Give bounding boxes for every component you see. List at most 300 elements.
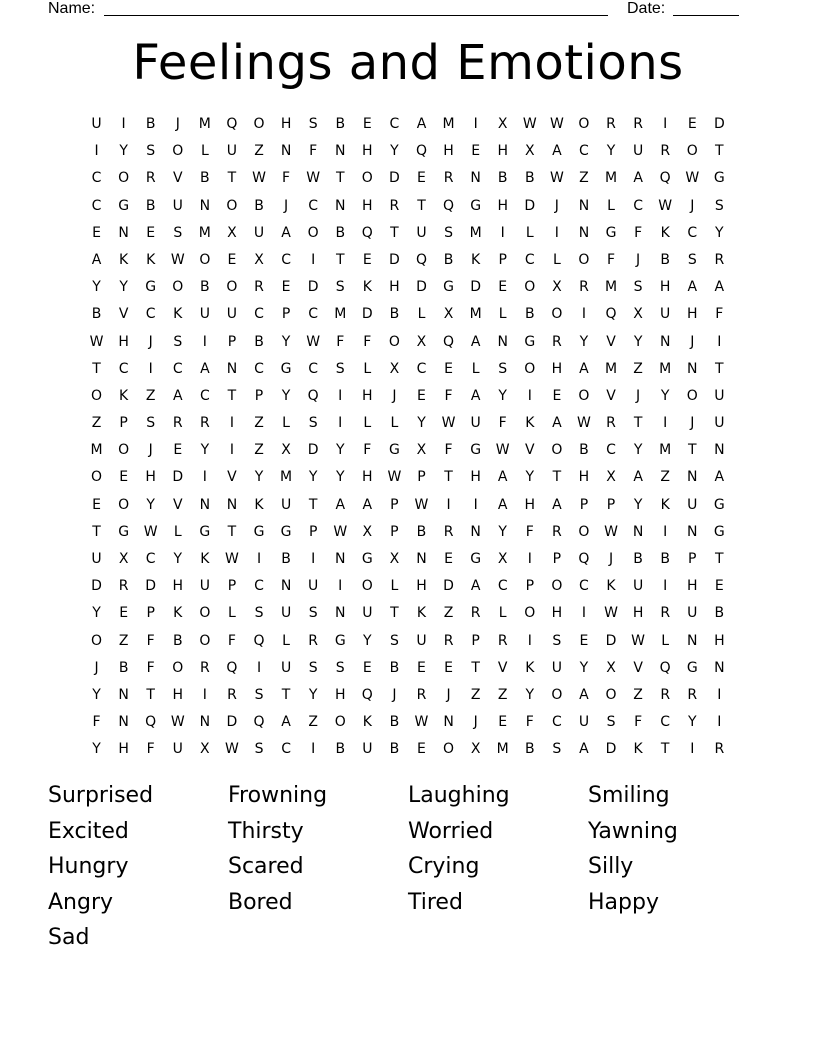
grid-letter[interactable]: A: [470, 387, 481, 404]
grid-letter[interactable]: P: [579, 496, 589, 513]
grid-letter[interactable]: W: [604, 523, 618, 540]
grid-letter[interactable]: S: [633, 279, 643, 296]
grid-letter[interactable]: S: [254, 741, 264, 758]
grid-letter[interactable]: Z: [579, 170, 589, 187]
grid-letter[interactable]: N: [714, 442, 725, 459]
grid-letter[interactable]: B: [145, 197, 156, 214]
grid-letter[interactable]: S: [254, 605, 264, 622]
grid-letter[interactable]: O: [551, 442, 563, 459]
grid-letter[interactable]: G: [470, 442, 482, 459]
grid-letter[interactable]: D: [226, 714, 238, 731]
grid-letter[interactable]: M: [604, 360, 618, 377]
grid-letter[interactable]: F: [336, 333, 345, 350]
grid-letter[interactable]: C: [497, 578, 508, 595]
grid-letter[interactable]: U: [632, 143, 644, 160]
grid-letter[interactable]: O: [91, 469, 103, 486]
grid-letter[interactable]: C: [254, 578, 264, 595]
grid-letter[interactable]: M: [469, 224, 482, 241]
grid-letter[interactable]: W: [333, 523, 348, 540]
grid-letter[interactable]: A: [91, 251, 102, 268]
grid-letter[interactable]: H: [551, 605, 563, 622]
grid-letter[interactable]: Z: [633, 686, 643, 703]
grid-letter[interactable]: H: [118, 741, 129, 758]
grid-letter[interactable]: E: [579, 632, 589, 649]
grid-letter[interactable]: C: [281, 251, 291, 268]
grid-letter[interactable]: G: [334, 632, 346, 649]
grid-letter[interactable]: A: [579, 686, 589, 703]
grid-letter[interactable]: U: [687, 605, 698, 622]
grid-letter[interactable]: L: [363, 360, 372, 377]
grid-letter[interactable]: Z: [497, 686, 508, 703]
grid-letter[interactable]: B: [524, 170, 535, 187]
grid-letter[interactable]: Y: [92, 279, 101, 296]
grid-letter[interactable]: D: [713, 116, 725, 132]
grid-letter[interactable]: X: [497, 116, 508, 132]
grid-letter[interactable]: P: [308, 523, 318, 540]
grid-letter[interactable]: B: [335, 224, 346, 241]
grid-letter[interactable]: B: [416, 523, 427, 540]
grid-letter[interactable]: F: [309, 143, 318, 160]
grid-letter[interactable]: U: [660, 306, 671, 323]
grid-letter[interactable]: Y: [281, 333, 291, 350]
grid-letter[interactable]: D: [524, 197, 536, 214]
grid-letter[interactable]: O: [361, 578, 373, 595]
grid-letter[interactable]: R: [497, 632, 508, 649]
grid-letter[interactable]: F: [634, 224, 643, 241]
grid-letter[interactable]: A: [335, 496, 346, 513]
grid-letter[interactable]: E: [471, 143, 481, 160]
grid-letter[interactable]: I: [663, 578, 668, 595]
grid-letter[interactable]: K: [119, 387, 129, 404]
grid-letter[interactable]: R: [660, 143, 671, 160]
grid-letter[interactable]: N: [497, 333, 508, 350]
grid-letter[interactable]: G: [713, 523, 725, 540]
grid-letter[interactable]: D: [91, 578, 102, 595]
grid-letter[interactable]: X: [606, 469, 616, 486]
grid-letter[interactable]: R: [389, 197, 400, 214]
grid-letter[interactable]: Y: [281, 387, 291, 404]
grid-letter[interactable]: I: [256, 551, 262, 567]
grid-letter[interactable]: O: [524, 605, 536, 622]
grid-letter[interactable]: S: [308, 116, 318, 132]
grid-letter[interactable]: L: [228, 605, 236, 622]
grid-letter[interactable]: I: [338, 415, 343, 432]
grid-letter[interactable]: Y: [335, 442, 345, 459]
grid-letter[interactable]: F: [363, 333, 372, 350]
grid-letter[interactable]: D: [605, 632, 617, 649]
grid-letter[interactable]: Q: [605, 306, 617, 323]
grid-letter[interactable]: K: [254, 496, 264, 513]
grid-letter[interactable]: W: [170, 251, 185, 268]
grid-letter[interactable]: E: [417, 387, 426, 404]
grid-letter[interactable]: G: [470, 551, 482, 567]
grid-letter[interactable]: J: [636, 251, 641, 268]
grid-letter[interactable]: G: [443, 279, 454, 296]
grid-letter[interactable]: N: [578, 197, 590, 214]
grid-letter[interactable]: Y: [687, 714, 697, 731]
grid-letter[interactable]: X: [416, 442, 427, 459]
grid-letter[interactable]: F: [715, 306, 724, 323]
grid-letter[interactable]: R: [606, 116, 616, 132]
grid-letter[interactable]: R: [145, 170, 156, 187]
grid-letter[interactable]: P: [227, 578, 237, 595]
grid-letter[interactable]: C: [254, 360, 264, 377]
grid-letter[interactable]: R: [416, 686, 427, 703]
grid-letter[interactable]: R: [687, 686, 698, 703]
grid-letter[interactable]: P: [281, 306, 291, 323]
grid-letter[interactable]: I: [311, 741, 316, 758]
grid-letter[interactable]: U: [714, 415, 725, 432]
grid-letter[interactable]: X: [470, 741, 481, 758]
grid-letter[interactable]: A: [497, 469, 508, 486]
grid-letter[interactable]: N: [659, 333, 671, 350]
grid-letter[interactable]: B: [389, 714, 400, 731]
grid-letter[interactable]: U: [416, 224, 427, 241]
grid-letter[interactable]: M: [604, 279, 618, 296]
grid-letter[interactable]: F: [606, 251, 616, 268]
grid-letter[interactable]: B: [660, 251, 670, 268]
grid-letter[interactable]: V: [227, 469, 237, 486]
grid-letter[interactable]: B: [660, 551, 670, 567]
grid-letter[interactable]: Y: [254, 469, 264, 486]
grid-letter[interactable]: K: [633, 741, 643, 758]
grid-letter[interactable]: N: [118, 686, 129, 703]
grid-letter[interactable]: I: [717, 333, 722, 350]
grid-letter[interactable]: A: [579, 360, 589, 377]
grid-letter[interactable]: O: [91, 387, 103, 404]
grid-letter[interactable]: A: [552, 496, 562, 513]
grid-letter[interactable]: O: [118, 442, 130, 459]
grid-letter[interactable]: X: [281, 442, 291, 459]
grid-letter[interactable]: O: [578, 523, 590, 540]
grid-letter[interactable]: B: [254, 333, 264, 350]
grid-letter[interactable]: W: [225, 741, 239, 758]
grid-letter[interactable]: J: [690, 333, 695, 350]
grid-letter[interactable]: O: [226, 197, 238, 214]
grid-letter[interactable]: G: [713, 496, 725, 513]
grid-letter[interactable]: I: [473, 116, 478, 132]
grid-letter[interactable]: R: [660, 686, 671, 703]
grid-letter[interactable]: Y: [633, 496, 643, 513]
grid-letter[interactable]: H: [172, 686, 184, 703]
grid-letter[interactable]: C: [199, 387, 210, 404]
grid-letter[interactable]: I: [256, 659, 262, 676]
grid-letter[interactable]: Z: [118, 632, 129, 649]
grid-letter[interactable]: I: [311, 251, 316, 268]
grid-letter[interactable]: H: [686, 578, 698, 595]
grid-letter[interactable]: N: [335, 605, 346, 622]
grid-letter[interactable]: G: [524, 333, 536, 350]
grid-letter[interactable]: R: [714, 251, 725, 268]
grid-letter[interactable]: R: [199, 415, 210, 432]
grid-letter[interactable]: U: [253, 224, 265, 241]
grid-letter[interactable]: M: [334, 306, 347, 323]
grid-letter[interactable]: C: [524, 251, 535, 268]
grid-letter[interactable]: C: [687, 224, 698, 241]
grid-letter[interactable]: T: [146, 686, 155, 703]
grid-letter[interactable]: A: [552, 415, 562, 432]
date-field[interactable]: [673, 15, 739, 16]
grid-letter[interactable]: X: [254, 251, 264, 268]
grid-letter[interactable]: I: [554, 224, 559, 241]
grid-letter[interactable]: Q: [443, 333, 455, 350]
grid-letter[interactable]: X: [524, 143, 535, 160]
grid-letter[interactable]: A: [633, 469, 643, 486]
grid-letter[interactable]: E: [417, 741, 426, 758]
grid-letter[interactable]: I: [527, 387, 532, 404]
grid-letter[interactable]: F: [282, 170, 291, 187]
grid-letter[interactable]: T: [471, 659, 480, 676]
grid-letter[interactable]: Z: [254, 415, 264, 432]
grid-letter[interactable]: Y: [119, 279, 128, 296]
grid-letter[interactable]: F: [363, 442, 372, 459]
grid-letter[interactable]: B: [389, 741, 400, 758]
grid-letter[interactable]: N: [687, 469, 698, 486]
grid-letter[interactable]: H: [362, 143, 373, 160]
grid-letter[interactable]: O: [551, 306, 563, 323]
grid-letter[interactable]: I: [527, 551, 532, 567]
grid-letter[interactable]: J: [392, 686, 397, 703]
grid-letter[interactable]: A: [633, 170, 643, 187]
grid-letter[interactable]: F: [634, 714, 643, 731]
grid-letter[interactable]: G: [388, 442, 400, 459]
grid-letter[interactable]: H: [334, 686, 346, 703]
grid-letter[interactable]: E: [227, 251, 237, 268]
grid-letter[interactable]: W: [549, 170, 564, 187]
grid-letter[interactable]: E: [714, 578, 724, 595]
grid-letter[interactable]: R: [552, 523, 562, 540]
grid-letter[interactable]: F: [525, 523, 534, 540]
grid-letter[interactable]: A: [200, 360, 210, 377]
grid-letter[interactable]: N: [443, 714, 454, 731]
grid-letter[interactable]: X: [552, 279, 562, 296]
grid-letter[interactable]: I: [148, 360, 153, 377]
grid-letter[interactable]: N: [280, 578, 292, 595]
grid-letter[interactable]: O: [91, 632, 103, 649]
grid-letter[interactable]: O: [199, 251, 211, 268]
grid-letter[interactable]: T: [227, 387, 237, 404]
grid-letter[interactable]: S: [389, 632, 399, 649]
grid-letter[interactable]: B: [389, 659, 400, 676]
grid-letter[interactable]: T: [92, 523, 101, 540]
grid-letter[interactable]: I: [121, 116, 126, 132]
grid-letter[interactable]: B: [281, 551, 291, 567]
grid-letter[interactable]: Y: [633, 442, 643, 459]
grid-letter[interactable]: N: [470, 170, 481, 187]
grid-letter[interactable]: R: [443, 523, 454, 540]
grid-letter[interactable]: H: [714, 632, 725, 649]
grid-letter[interactable]: L: [525, 224, 534, 241]
grid-letter[interactable]: M: [659, 442, 672, 459]
grid-letter[interactable]: K: [416, 605, 427, 622]
grid-letter[interactable]: D: [470, 279, 482, 296]
grid-letter[interactable]: V: [118, 306, 129, 323]
grid-letter[interactable]: P: [146, 605, 155, 622]
grid-letter[interactable]: W: [414, 714, 429, 731]
grid-letter[interactable]: S: [606, 714, 616, 731]
grid-letter[interactable]: I: [229, 442, 234, 459]
grid-letter[interactable]: H: [659, 279, 671, 296]
grid-letter[interactable]: N: [118, 714, 129, 731]
grid-letter[interactable]: O: [307, 224, 319, 241]
grid-letter[interactable]: Q: [226, 659, 238, 676]
grid-letter[interactable]: S: [335, 360, 345, 377]
grid-letter[interactable]: B: [389, 306, 400, 323]
grid-letter[interactable]: B: [172, 632, 183, 649]
grid-letter[interactable]: I: [311, 551, 316, 567]
grid-letter[interactable]: B: [524, 741, 535, 758]
grid-letter[interactable]: N: [226, 360, 238, 377]
grid-letter[interactable]: T: [715, 551, 724, 567]
grid-letter[interactable]: G: [199, 523, 211, 540]
grid-letter[interactable]: R: [633, 116, 643, 132]
grid-letter[interactable]: B: [335, 116, 346, 132]
grid-letter[interactable]: N: [335, 197, 346, 214]
grid-letter[interactable]: O: [686, 387, 698, 404]
grid-letter[interactable]: M: [469, 306, 482, 323]
grid-letter[interactable]: F: [525, 714, 534, 731]
grid-letter[interactable]: S: [444, 224, 453, 241]
grid-letter[interactable]: Q: [226, 116, 238, 132]
grid-letter[interactable]: I: [663, 415, 668, 432]
grid-letter[interactable]: K: [173, 306, 183, 323]
grid-letter[interactable]: S: [308, 415, 318, 432]
grid-letter[interactable]: E: [362, 251, 372, 268]
grid-letter[interactable]: M: [496, 741, 509, 758]
grid-letter[interactable]: H: [686, 306, 698, 323]
grid-letter[interactable]: T: [335, 170, 345, 187]
grid-letter[interactable]: C: [145, 306, 156, 323]
grid-letter[interactable]: Y: [525, 469, 535, 486]
grid-letter[interactable]: Y: [146, 496, 155, 513]
grid-letter[interactable]: I: [527, 632, 532, 649]
grid-letter[interactable]: O: [388, 333, 400, 350]
grid-letter[interactable]: R: [470, 605, 481, 622]
grid-letter[interactable]: Y: [92, 605, 101, 622]
grid-letter[interactable]: L: [552, 251, 561, 268]
grid-letter[interactable]: Y: [715, 224, 724, 241]
grid-letter[interactable]: R: [227, 686, 237, 703]
grid-letter[interactable]: A: [714, 469, 725, 486]
grid-letter[interactable]: X: [497, 551, 508, 567]
grid-letter[interactable]: X: [118, 551, 129, 567]
grid-letter[interactable]: I: [581, 306, 587, 323]
grid-letter[interactable]: Y: [417, 415, 426, 432]
grid-letter[interactable]: Y: [363, 632, 372, 649]
grid-letter[interactable]: G: [118, 523, 130, 540]
grid-letter[interactable]: O: [253, 116, 265, 132]
grid-letter[interactable]: U: [280, 659, 292, 676]
grid-letter[interactable]: W: [577, 415, 591, 432]
grid-letter[interactable]: U: [416, 632, 427, 649]
grid-letter[interactable]: B: [91, 306, 102, 323]
grid-letter[interactable]: P: [119, 415, 128, 432]
grid-letter[interactable]: P: [606, 496, 616, 513]
grid-letter[interactable]: G: [280, 523, 292, 540]
grid-letter[interactable]: H: [551, 360, 563, 377]
grid-letter[interactable]: S: [146, 143, 156, 160]
grid-letter[interactable]: U: [199, 306, 210, 323]
grid-letter[interactable]: T: [417, 197, 426, 214]
grid-letter[interactable]: W: [387, 469, 402, 486]
grid-letter[interactable]: D: [172, 469, 184, 486]
grid-letter[interactable]: Q: [361, 686, 373, 703]
grid-letter[interactable]: J: [636, 387, 641, 404]
grid-letter[interactable]: U: [687, 496, 698, 513]
grid-letter[interactable]: S: [254, 686, 264, 703]
grid-letter[interactable]: C: [579, 143, 589, 160]
grid-letter[interactable]: T: [444, 469, 453, 486]
grid-letter[interactable]: E: [444, 659, 453, 676]
grid-letter[interactable]: N: [199, 714, 211, 731]
grid-letter[interactable]: T: [227, 523, 237, 540]
grid-letter[interactable]: W: [549, 116, 564, 132]
grid-letter[interactable]: J: [554, 197, 559, 214]
grid-letter[interactable]: J: [148, 333, 153, 350]
grid-letter[interactable]: D: [145, 578, 157, 595]
grid-letter[interactable]: U: [199, 578, 210, 595]
name-field[interactable]: [104, 15, 608, 16]
grid-letter[interactable]: W: [658, 197, 673, 214]
grid-letter[interactable]: K: [606, 578, 616, 595]
grid-letter[interactable]: U: [362, 605, 373, 622]
grid-letter[interactable]: G: [145, 279, 157, 296]
grid-letter[interactable]: W: [89, 333, 104, 350]
grid-letter[interactable]: R: [308, 632, 319, 649]
grid-letter[interactable]: Y: [498, 523, 507, 540]
grid-letter[interactable]: I: [338, 578, 343, 595]
grid-letter[interactable]: Z: [633, 360, 643, 377]
grid-letter[interactable]: L: [173, 523, 182, 540]
grid-letter[interactable]: Q: [145, 714, 157, 731]
grid-letter[interactable]: N: [199, 496, 211, 513]
grid-letter[interactable]: N: [335, 551, 346, 567]
grid-letter[interactable]: E: [119, 469, 129, 486]
grid-letter[interactable]: O: [524, 360, 536, 377]
grid-letter[interactable]: I: [202, 333, 207, 350]
grid-letter[interactable]: Z: [470, 686, 481, 703]
grid-letter[interactable]: T: [227, 170, 237, 187]
grid-letter[interactable]: J: [608, 551, 614, 567]
grid-letter[interactable]: B: [714, 605, 725, 622]
grid-letter[interactable]: N: [578, 224, 590, 241]
grid-letter[interactable]: F: [444, 442, 453, 459]
grid-letter[interactable]: O: [578, 251, 590, 268]
grid-letter[interactable]: M: [198, 116, 211, 132]
grid-letter[interactable]: W: [225, 551, 239, 567]
grid-letter[interactable]: H: [416, 578, 427, 595]
grid-letter[interactable]: W: [522, 116, 537, 132]
grid-letter[interactable]: R: [443, 170, 454, 187]
grid-letter[interactable]: O: [686, 143, 698, 160]
grid-letter[interactable]: G: [686, 659, 698, 676]
grid-letter[interactable]: I: [663, 523, 668, 540]
grid-letter[interactable]: R: [443, 632, 454, 649]
grid-letter[interactable]: W: [685, 170, 700, 187]
grid-letter[interactable]: P: [390, 496, 399, 513]
grid-letter[interactable]: B: [200, 170, 210, 187]
grid-letter[interactable]: X: [389, 551, 400, 567]
grid-letter[interactable]: W: [441, 415, 456, 432]
grid-letter[interactable]: P: [498, 251, 507, 268]
grid-letter[interactable]: I: [94, 143, 99, 160]
grid-letter[interactable]: T: [660, 741, 670, 758]
grid-letter[interactable]: W: [170, 714, 185, 731]
grid-letter[interactable]: J: [94, 659, 99, 676]
grid-letter[interactable]: L: [390, 415, 399, 432]
grid-letter[interactable]: Y: [579, 659, 589, 676]
grid-letter[interactable]: Q: [443, 197, 455, 214]
